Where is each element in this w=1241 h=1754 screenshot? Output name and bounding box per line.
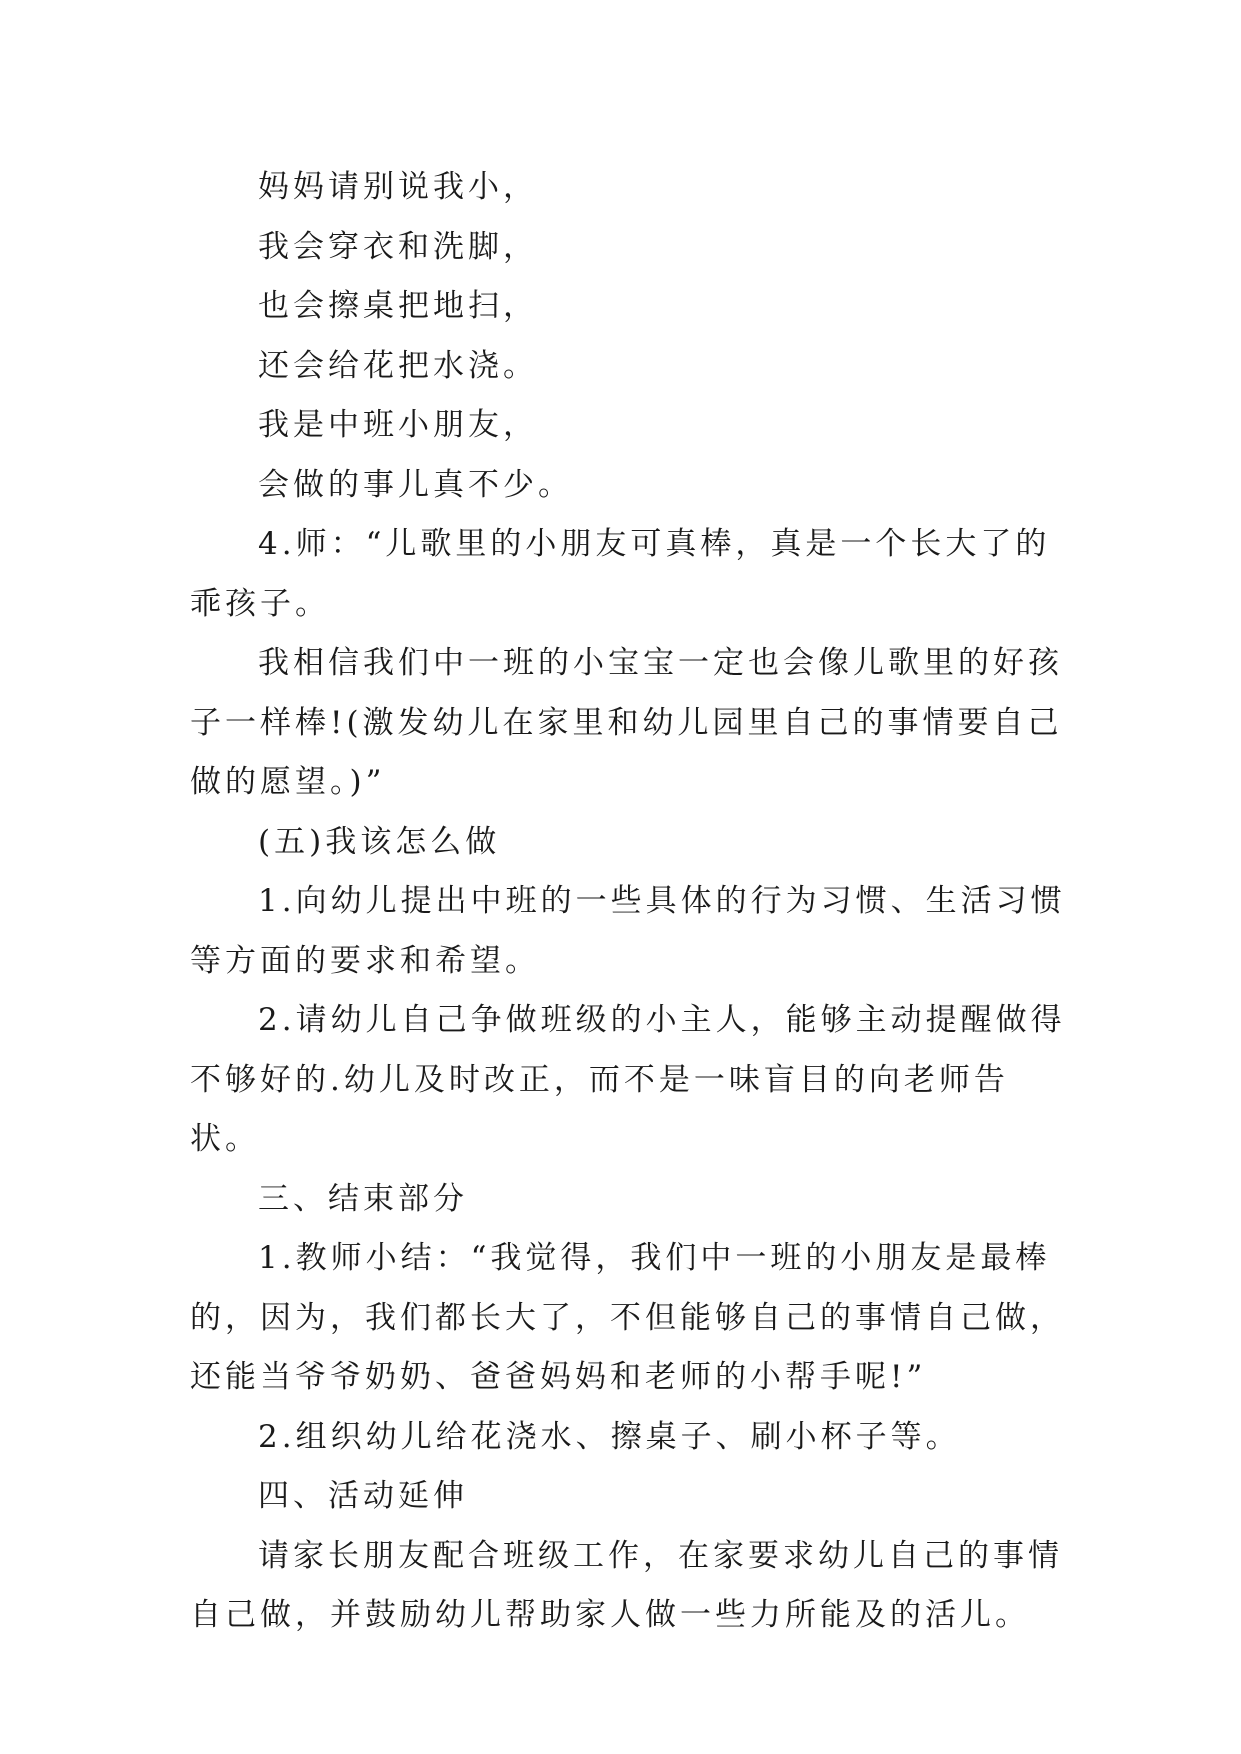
poem-line: 我会穿衣和洗脚， [258,228,538,265]
paragraph: 4.师：“儿歌里的小朋友可真棒，真是一个长大了的乖孩子。 [190,526,1051,622]
paragraph: 请家长朋友配合班级工作，在家要求幼儿自己的事情自己做，并鼓励幼儿帮助家人做一些力所能及的活儿。 [190,1537,1063,1633]
section-heading: (五)我该怎么做 [258,823,501,860]
document-body [190,158,1070,1646]
poem-line: 会做的事儿真不少。 [258,466,573,503]
paragraph: 2.请幼儿自己争做班级的小主人，能够主动提醒做得不够好的.幼儿及时改正，而不是一味盲目的向老师告状。 [190,1002,1066,1157]
poem-line: 妈妈请别说我小， [258,169,538,205]
poem-line: 还会给花把水浇。 [258,347,538,384]
section-heading: 三、结束部分 [258,1180,468,1217]
paragraph: 2.组织幼儿给花浇水、擦桌子、刷小杯子等。 [258,1418,961,1455]
poem-line: 我是中班小朋友， [258,407,538,443]
paragraph: 1.教师小结：“我觉得，我们中一班的小朋友是最棒的，因为，我们都长大了，不但能够自己的事情自己做，还能当爷爷奶奶、爸爸妈妈和老师的小帮手呢!” [190,1240,1065,1395]
paragraph: 我相信我们中一班的小宝宝一定也会像儿歌里的好孩子一样棒!(激发幼儿在家里和幼儿园里自己的事情要自己做的愿望。)” [190,645,1063,800]
section-heading: 四、活动延伸 [258,1478,468,1514]
poem-line: 也会擦桌把地扫， [258,288,538,324]
paragraph: 1.向幼儿提出中班的一些具体的行为习惯、生活习惯等方面的要求和希望。 [190,883,1066,979]
